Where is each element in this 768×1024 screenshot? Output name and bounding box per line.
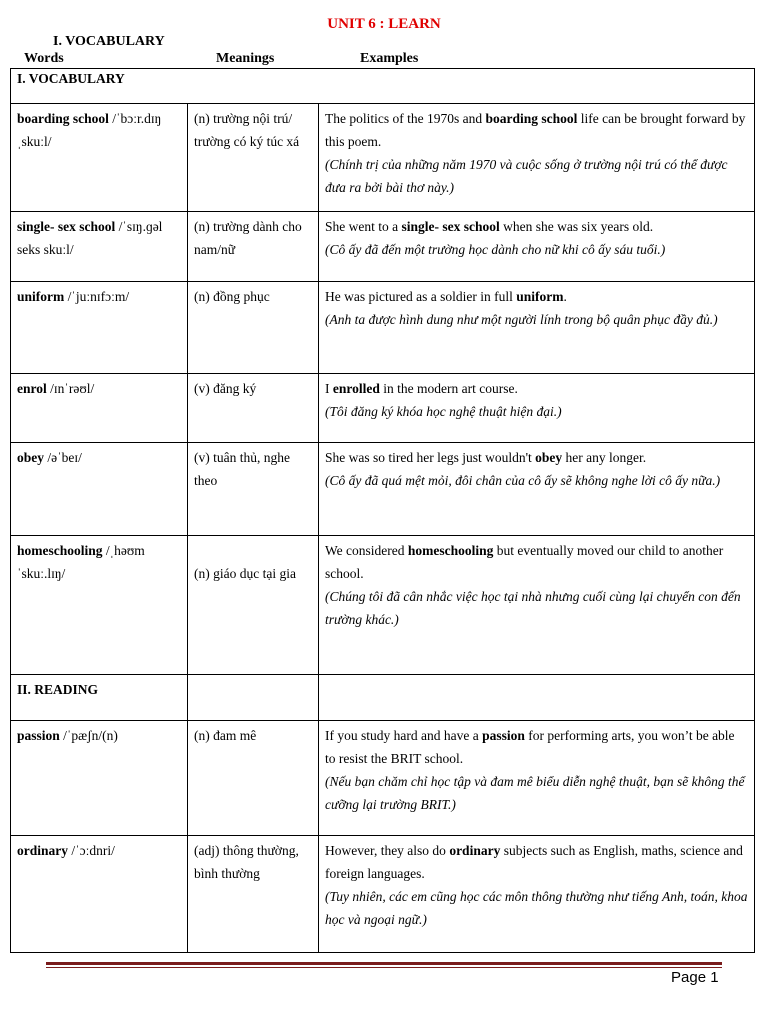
word-cell (11, 282, 188, 374)
section-row-reading (11, 675, 755, 721)
meaning-cell: (v) tuân thủ, nghe theo (188, 443, 319, 536)
word-cell (11, 212, 188, 282)
example-text: However, they also do (325, 843, 450, 858)
table-row (11, 374, 755, 443)
example-translation: (Nếu bạn chăm chỉ học tập và đam mê biểu diễn nghệ thuật, bạn sẽ không thể cưỡng lại trường BRIT.) (325, 774, 745, 812)
word-term: single- sex school (17, 219, 116, 234)
table-row (11, 836, 755, 953)
example-cell (319, 721, 755, 836)
example-keyword: single- sex school (401, 219, 500, 234)
word-pronunciation: /ˈɔːdnri/ (68, 843, 115, 858)
example-cell (319, 104, 755, 212)
word-cell (11, 104, 188, 212)
example-keyword: enrolled (332, 381, 380, 396)
page-number: Page 1 (671, 969, 719, 986)
example-keyword: uniform (516, 289, 564, 304)
table-row (11, 282, 755, 374)
example-translation: (Chính trị của những năm 1970 và cuộc sống ở trường nội trú có thể được đưa ra bởi bài thơ này.) (325, 157, 728, 195)
example-cell (319, 212, 755, 282)
example-translation: (Tuy nhiên, các em cũng học các môn thông thường như tiếng Anh, toán, khoa học và ngoại ngữ.) (325, 889, 748, 927)
footer-rule (46, 962, 722, 965)
word-term: passion (17, 728, 60, 743)
column-header-words: Words (24, 51, 64, 66)
meaning-cell: (v) đăng ký (188, 374, 319, 443)
word-pronunciation: /ˈjuːnɪfɔːm/ (64, 289, 130, 304)
word-term: enrol (17, 381, 47, 396)
table-row (11, 104, 755, 212)
example-text: . (563, 289, 567, 304)
column-header-meanings: Meanings (216, 51, 275, 66)
example-translation: (Tôi đăng ký khóa học nghệ thuật hiện đại.) (325, 404, 562, 419)
example-translation: (Cô ấy đã quá mệt mỏi, đôi chân của cô ấy sẽ không nghe lời cô ấy nữa.) (325, 473, 721, 488)
example-keyword: homeschooling (407, 543, 494, 558)
footer-rule-thin (46, 967, 722, 968)
section-label: I. VOCABULARY (11, 69, 755, 104)
word-cell (11, 536, 188, 675)
word-pronunciation: /ˈpæʃn/(n) (59, 728, 118, 743)
example-text: in the modern art course. (379, 381, 518, 396)
example-text: The politics of the 1970s and (325, 111, 486, 126)
example-cell (319, 836, 755, 953)
word-term: boarding school (17, 111, 109, 126)
meaning-cell: (n) trường nội trú/ trường có ký túc xá (188, 104, 319, 212)
table-row (11, 212, 755, 282)
example-cell (319, 443, 755, 536)
example-cell (319, 374, 755, 443)
meaning-cell: (n) giáo dục tại gia (188, 536, 319, 675)
example-keyword: ordinary (449, 843, 501, 858)
word-term: ordinary (17, 843, 69, 858)
example-text: She went to a (325, 219, 402, 234)
section-title: I. VOCABULARY (53, 34, 165, 49)
word-pronunciation: /ɪnˈrəʊl/ (46, 381, 95, 396)
example-cell (319, 536, 755, 675)
word-pronunciation: /ˈbɔːr.dɪŋ ˌskuːl/ (17, 111, 162, 149)
table-row (11, 721, 755, 836)
example-text: He was pictured as a soldier in full (325, 289, 517, 304)
meaning-cell: (n) đam mê (188, 721, 319, 836)
example-text: for performing arts, you won’t be able to resist the BRIT school. (325, 728, 735, 766)
section-label: II. READING (11, 675, 188, 721)
empty-cell (319, 675, 755, 721)
unit-title: UNIT 6 : LEARN (327, 16, 441, 32)
example-text: She was so tired her legs just wouldn't (325, 450, 536, 465)
word-cell (11, 836, 188, 953)
word-term: obey (17, 450, 44, 465)
example-cell (319, 282, 755, 374)
empty-cell (188, 675, 319, 721)
section-row-vocabulary (11, 69, 755, 104)
meaning-cell: (n) đồng phục (188, 282, 319, 374)
word-cell (11, 721, 188, 836)
example-translation: (Cô ấy đã đến một trường học dành cho nữ khi cô ấy sáu tuổi.) (325, 242, 666, 257)
example-text: If you study hard and have a (325, 728, 483, 743)
word-cell (11, 374, 188, 443)
example-keyword: obey (535, 450, 563, 465)
example-keyword: boarding school (485, 111, 578, 126)
word-cell (11, 443, 188, 536)
example-text: I (325, 381, 333, 396)
example-text: subjects such as English, maths, science and foreign languages. (325, 843, 743, 881)
word-pronunciation: /əˈbeɪ/ (44, 450, 82, 465)
table-row (11, 443, 755, 536)
example-translation: (Chúng tôi đã cân nhắc việc học tại nhà nhưng cuối cùng lại chuyển con đến trường khác.) (325, 589, 741, 627)
example-text: We considered (325, 543, 408, 558)
word-term: homeschooling (17, 543, 103, 558)
example-text: her any longer. (562, 450, 647, 465)
word-term: uniform (17, 289, 65, 304)
table-row (11, 536, 755, 675)
example-text: but eventually moved our child to another school. (325, 543, 724, 581)
example-translation: (Anh ta được hình dung như một người lính trong bộ quân phục đầy đủ.) (325, 312, 718, 327)
word-pronunciation: /ˌhəʊm ˈskuː.lɪŋ/ (17, 543, 145, 581)
vocabulary-table (10, 68, 755, 953)
meaning-cell: (adj) thông thường, bình thường (188, 836, 319, 953)
example-keyword: passion (482, 728, 525, 743)
example-text: life can be brought forward by this poem. (325, 111, 746, 149)
column-header-examples: Examples (360, 51, 419, 66)
word-pronunciation: /ˈsɪŋ.ɡəl seks skuːl/ (17, 219, 163, 257)
example-text: when she was six years old. (499, 219, 654, 234)
meaning-cell: (n) trường dành cho nam/nữ (188, 212, 319, 282)
